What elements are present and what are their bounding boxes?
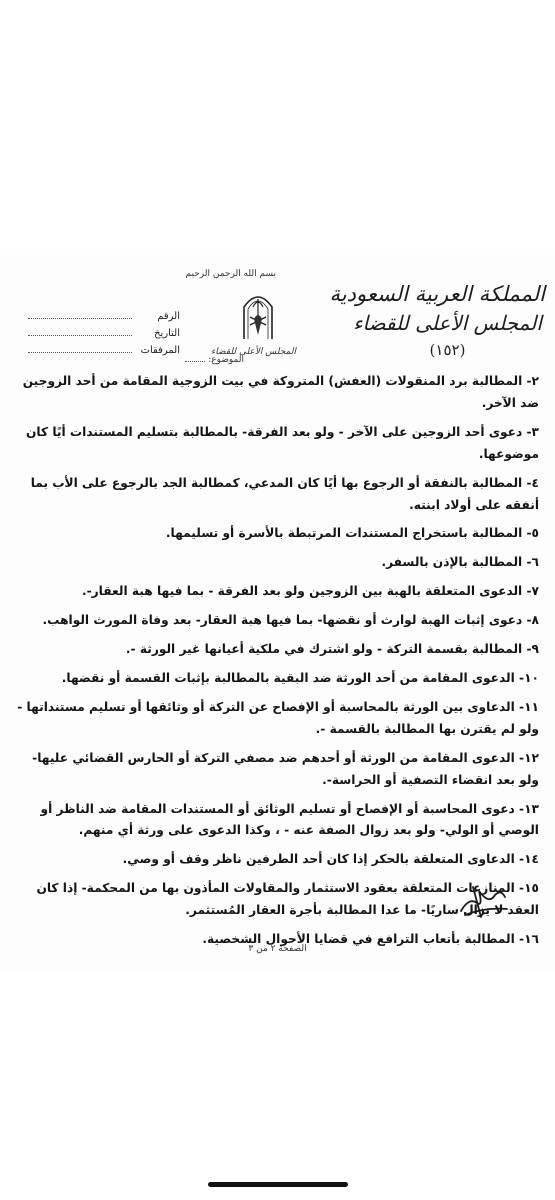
list-item: ١٤- الدعاوى المتعلقة بالحكر إذا كان أحد الطرفين ناظر وقف أو وصي. xyxy=(122,852,539,867)
subject-line xyxy=(185,355,205,362)
list-item: ٥- المطالبة باستخراج المستندات المرتبطة بالأسرة أو تسليمها. xyxy=(165,526,539,541)
top-blank-area xyxy=(0,0,555,255)
list-item: ١١- الدعاوى بين الورثة بالمحاسبة أو الإفصاح عن التركة أو وثائقها أو تسليم مستنداتها - ولو لم يقترن بها المطالبة بالقسمة -. xyxy=(17,699,539,736)
org-name-council: المجلس الأعلى للقضاء xyxy=(353,311,542,335)
document-body xyxy=(16,371,539,951)
reference-date-label: التاريخ xyxy=(154,328,180,339)
reference-number-label: الرقم xyxy=(157,311,180,322)
org-name-kingdom: المملكة العربية السعودية xyxy=(329,282,545,306)
subject-field xyxy=(164,355,244,365)
attachments-label: المرفقات xyxy=(140,345,180,356)
reference-date-row xyxy=(28,326,180,343)
org-number: (١٥٢) xyxy=(429,341,466,359)
list-item: ٧- الدعوى المتعلقة بالهبة بين الزوجين ولو بعد الفرقة - بما فيها هبة العقار-. xyxy=(81,584,539,599)
attachments-line xyxy=(28,343,132,353)
attachments-row xyxy=(28,343,180,360)
list-item: ٢- المطالبة برد المنقولات (العفش) المتروكة في بيت الزوجية المقامة من أحد الزوجين ضد الآخر. xyxy=(22,374,539,410)
organization-name-block xyxy=(329,279,545,363)
list-item: ٩- المطالبة بقسمة التركة - ولو اشترك في ملكية أعيانها غير الورثة -. xyxy=(125,642,539,657)
list-item: ١٢- الدعوى المقامة من الورثة أو أحدهم ضد مصفي التركة أو الحارس القضائي عليها- ولو بعد انقضاء التصفية أو الحراسة-. xyxy=(32,750,539,787)
list-item: ١٠- الدعوى المقامة من أحد الورثة ضد البقية بالمطالبة بإثبات القسمة أو نقضها. xyxy=(61,670,539,685)
emblem-icon xyxy=(238,285,278,341)
list-item: ٨- دعوى إثبات الهبة لوارث أو نقضها- بما فيها هبة العقار- بعد وفاة المورث الواهب. xyxy=(42,613,539,628)
emblem-caption: المجلس الأعلى للقضاء xyxy=(211,347,296,357)
list-item: ٦- المطالبة بالإذن بالسفر. xyxy=(381,555,539,570)
list-item: ١٦- المطالبة بأتعاب الترافع في قضايا الأحوال الشخصية. xyxy=(202,932,539,947)
subject-label: الموضوع: xyxy=(208,355,244,365)
bismillah-header: بسم الله الرحمن الرحيم xyxy=(185,269,276,279)
list-item: ٣- دعوى أحد الزوجين على الآخر - ولو بعد الفرقة- بالمطالبة بتسليم المستندات أيًا كان موضوعها. xyxy=(26,424,539,461)
signature-icon xyxy=(455,877,511,925)
reference-number-line xyxy=(28,309,132,319)
list-item: ٤- المطالبة بالنفقة أو الرجوع بها أيًا كان المدعي، كمطالبة الجد بالرجوع على الأب بما أنفقه على أولاد ابنته. xyxy=(30,475,539,512)
list-item: ١٥- المنازعات المتعلقة بعقود الاستثمار والمقاولات المأذون بها من المحكمة- إذا كان العقد لا يزال ساريًا- ما عدا المطالبة بأجرة العقار المُستثمر. xyxy=(36,881,539,918)
reference-number-row xyxy=(28,309,180,326)
list-item: ١٣- دعوى المحاسبة أو الإفصاح أو تسليم الوثائق أو المستندات المقامة ضد الناظر أو الوصي أو الولي- ولو بعد زوال الصفة عنه - ، وكذا الدعوى على ورثة أي منهم. xyxy=(40,801,539,838)
bottom-blank-area xyxy=(0,972,555,1200)
page-number: الصفحة ٢ من ٣ xyxy=(248,944,307,954)
home-indicator[interactable] xyxy=(208,1182,348,1187)
document-page xyxy=(0,255,555,972)
reference-date-line xyxy=(28,326,132,336)
reference-fields xyxy=(28,309,180,360)
